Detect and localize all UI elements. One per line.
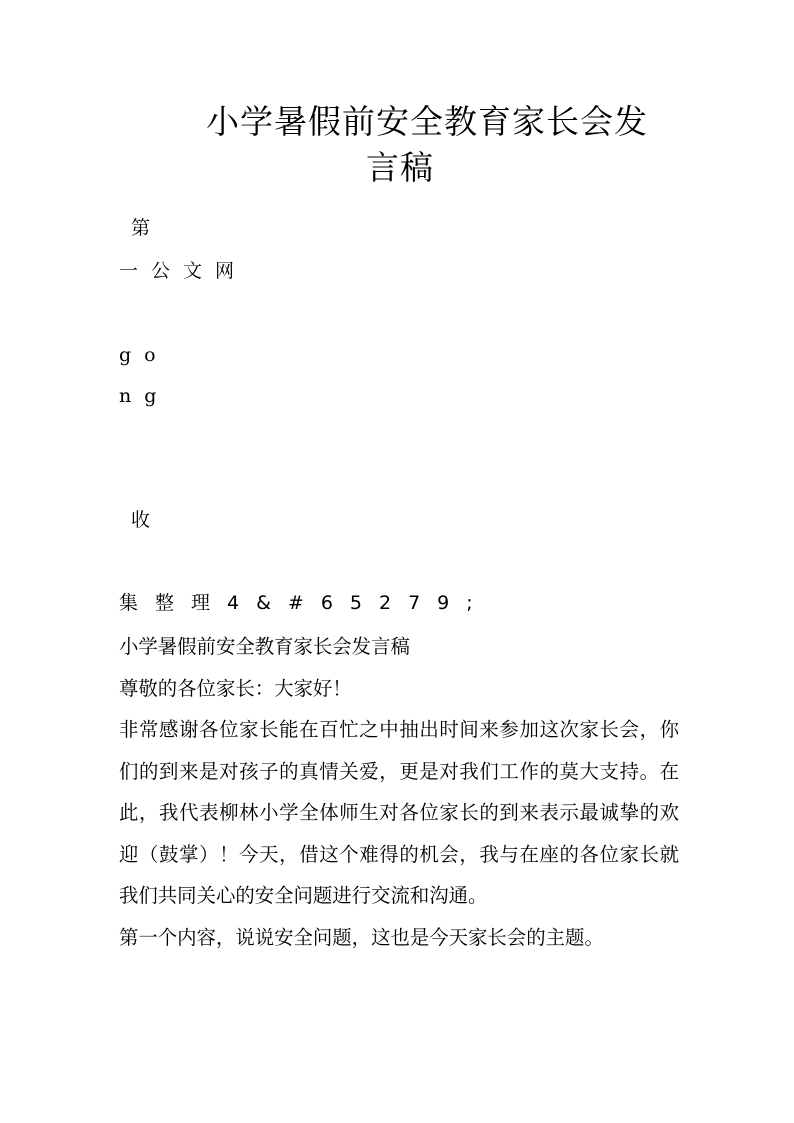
document-body [119,626,679,958]
body-greeting: 尊敬的各位家长：大家好！ [119,676,352,700]
fragment-gongwenwang: 一公文网 [119,260,248,282]
body-paragraph: 第一个内容，说说安全问题，这也是今天家长会的主题。 [119,925,604,949]
fragment-shou: 收 [131,509,151,531]
document-title-line-1: 小学暑假前安全教育家长会发 [206,102,648,141]
body-paragraph: 非常感谢各位家长能在百忙之中抽出时间来参加这次家长会，你们的到来是对孩子的真情关爱，更是对我们工作的莫大支持。在此，我代表柳林小学全体师生对各位家长的到来表示最诚挚的欢迎（鼓掌）！今天，借这个难得的机会，我与在座的各位家长就我们共同关心的安全问题进行交流和沟通。 [119,718,679,907]
fragment-jizhengli: 集整理4&#65279; [119,592,490,614]
fragment-ng: ng [119,385,170,407]
fragment-di: 第 [131,217,151,239]
document-title-line-2: 言稿 [366,148,434,187]
body-heading: 小学暑假前安全教育家长会发言稿 [119,635,410,658]
fragment-go: go [119,344,169,366]
